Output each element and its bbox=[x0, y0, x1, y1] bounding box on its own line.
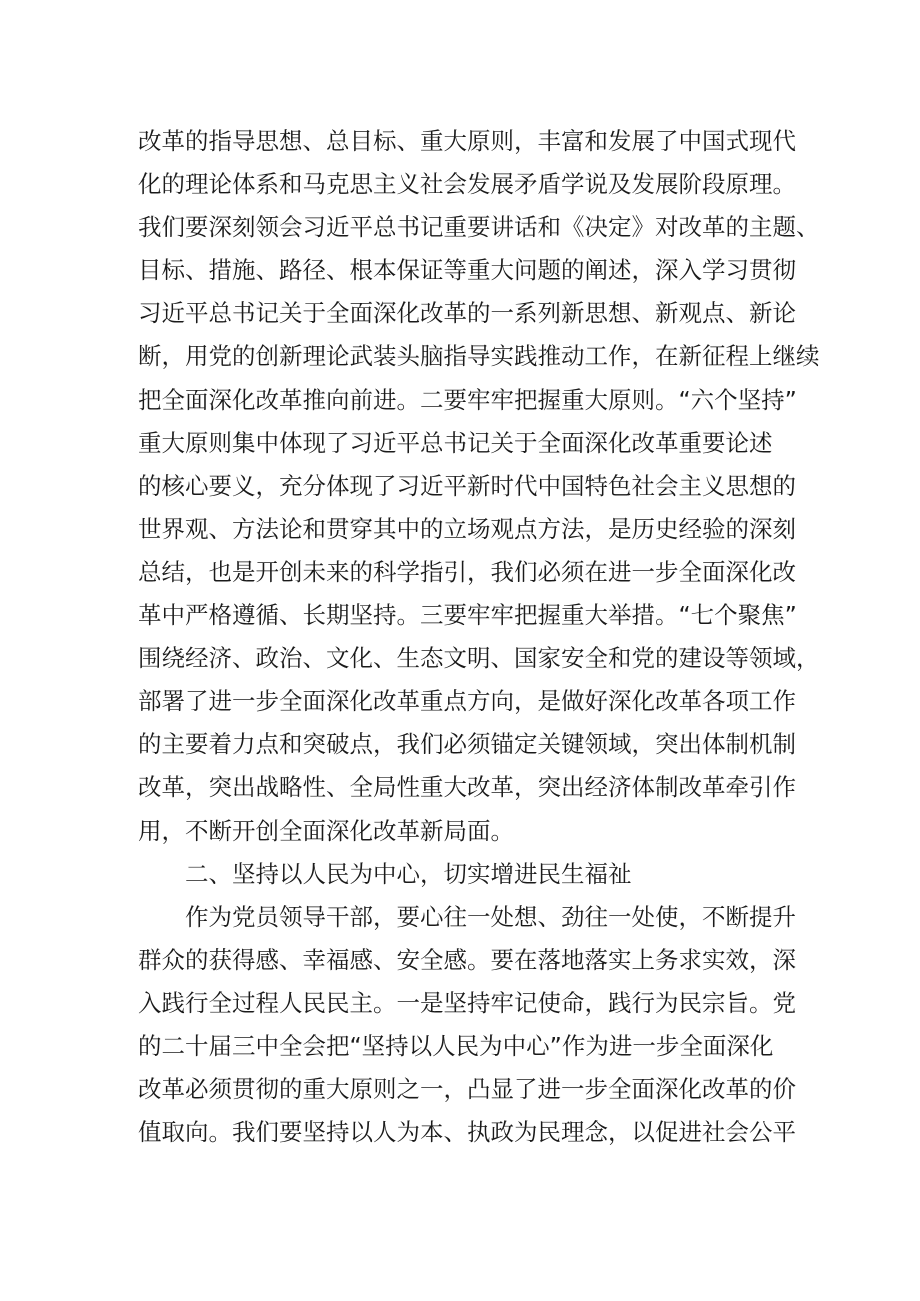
paragraph-start-line: 作为党员领导干部，要心往一处想、劲往一处使，不断提升 bbox=[185, 902, 796, 931]
text-line: 改革必须贯彻的重大原则之一，凸显了进一步全面深化改革的价 bbox=[138, 1075, 796, 1104]
text-line: 入践行全过程人民民主。一是坚持牢记使命，践行为民宗旨。党 bbox=[138, 988, 796, 1017]
text-line: 我们要深刻领会习近平总书记重要讲话和《决定》对改革的主题、 bbox=[138, 213, 820, 242]
text-line: 围绕经济、政治、文化、生态文明、国家安全和党的建设等领域， bbox=[138, 644, 820, 673]
text-line: 目标、措施、路径、根本保证等重大问题的阐述，深入学习贯彻 bbox=[138, 256, 796, 285]
text-line: 的主要着力点和突破点，我们必须锚定关键领域，突出体制机制 bbox=[138, 730, 796, 759]
text-line: 值取向。我们要坚持以人为本、执政为民理念，以促进社会公平 bbox=[138, 1118, 796, 1147]
text-line: 的二十届三中全会把“坚持以人民为中心”作为进一步全面深化 bbox=[138, 1031, 774, 1060]
body-text bbox=[138, 120, 820, 1154]
text-line: 重大原则集中体现了习近平总书记关于全面深化改革重要论述 bbox=[138, 428, 773, 457]
text-line: 群众的获得感、幸福感、安全感。要在落地落实上务求实效，深 bbox=[138, 945, 796, 974]
text-line: 部署了进一步全面深化改革重点方向，是做好深化改革各项工作 bbox=[138, 687, 796, 716]
text-line: 化的理论体系和马克思主义社会发展矛盾学说及发展阶段原理。 bbox=[138, 170, 796, 199]
text-line: 革中严格遵循、长期坚持。三要牢牢把握重大举措。“七个聚焦” bbox=[138, 601, 797, 630]
text-line: 的核心要义，充分体现了习近平新时代中国特色社会主义思想的 bbox=[138, 471, 796, 500]
text-line: 把全面深化改革推向前进。二要牢牢把握重大原则。“六个坚持” bbox=[138, 385, 797, 414]
text-line: 总结，也是开创未来的科学指引，我们必须在进一步全面深化改 bbox=[138, 557, 796, 586]
text-line: 世界观、方法论和贯穿其中的立场观点方法，是历史经验的深刻 bbox=[138, 514, 796, 543]
text-line: 用，不断开创全面深化改革新局面。 bbox=[138, 816, 514, 845]
text-line: 习近平总书记关于全面深化改革的一系列新思想、新观点、新论 bbox=[138, 299, 796, 328]
text-line: 改革的指导思想、总目标、重大原则，丰富和发展了中国式现代 bbox=[138, 127, 796, 155]
paragraph-start-line: 二、坚持以人民为中心，切实增进民生福祉 bbox=[185, 859, 632, 888]
text-line: 断，用党的创新理论武装头脑指导实践推动工作，在新征程上继续 bbox=[138, 342, 820, 371]
text-line: 改革，突出战略性、全局性重大改革，突出经济体制改革牵引作 bbox=[138, 773, 796, 802]
